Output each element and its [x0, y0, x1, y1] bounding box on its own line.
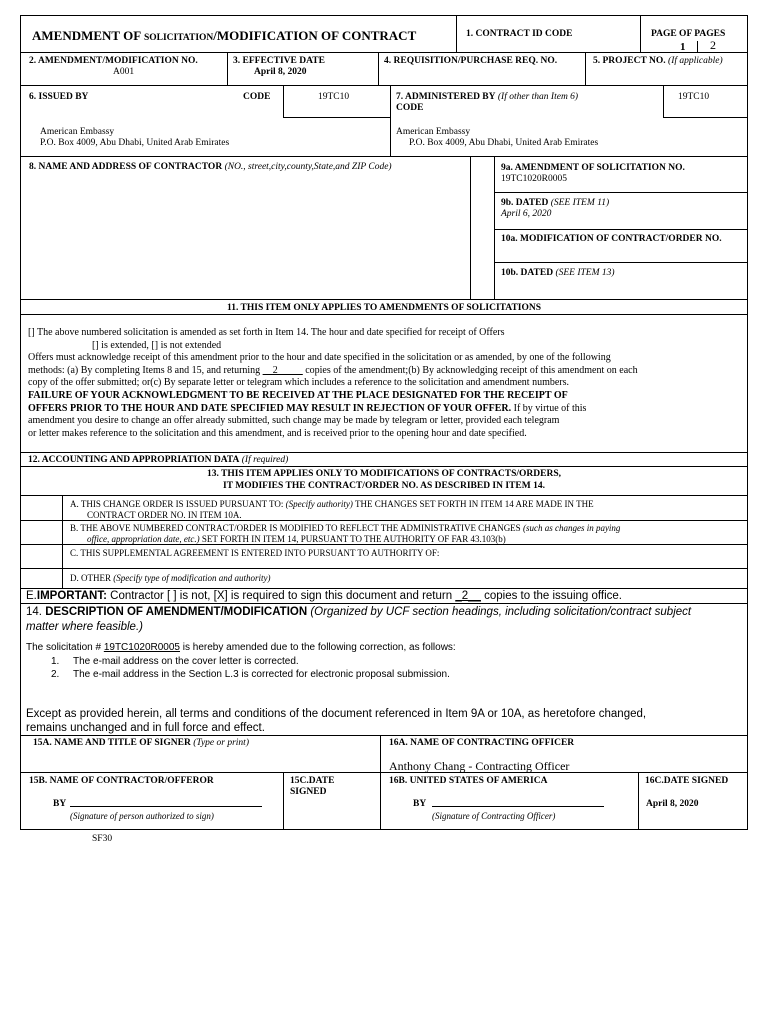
rule [20, 299, 748, 300]
issued-code-label: CODE [243, 92, 271, 102]
contract-id-label: 1. CONTRACT ID CODE [466, 29, 573, 39]
administered-by-label: 7. ADMINISTERED BY (If other than Item 6) [396, 92, 579, 102]
by-contractor-label: BY [53, 799, 67, 809]
list-item: 2. The e-mail address in the Section L.3 is corrected for electronic proposal submission. [51, 669, 450, 680]
issued-by-name: American Embassy [40, 127, 115, 137]
item-13c-text: C. THIS SUPPLEMENTAL AGREEMENT IS ENTERED INTO PURSUANT TO AUTHORITY OF: [70, 548, 440, 558]
item-14-note: matter where feasible.) [26, 621, 143, 633]
admin-code-value: 19TC10 [678, 92, 710, 102]
rule [494, 262, 748, 263]
item-13a-text-2: CONTRACT ORDER NO. IN ITEM 10A. [87, 510, 242, 520]
page-total: 2 [710, 38, 716, 52]
item-11-header: 11. THIS ITEM ONLY APPLIES TO AMENDMENTS OF SOLICITATIONS [226, 303, 542, 313]
officer-signature-caption: (Signature of Contracting Officer) [432, 811, 556, 821]
contracting-officer-name: Anthony Chang - Contracting Officer [389, 759, 570, 773]
amendment-no-value: A001 [113, 67, 135, 77]
admin-by-name: American Embassy [396, 127, 471, 137]
rule [470, 156, 471, 299]
rule [20, 52, 748, 53]
amendment-no-label: 2. AMENDMENT/MODIFICATION NO. [29, 56, 198, 66]
rule [283, 772, 284, 830]
solicitation-no-label: 9a. AMENDMENT OF SOLICITATION NO. [501, 163, 685, 173]
contracting-officer-label: 16A. NAME OF CONTRACTING OFFICER [389, 738, 575, 748]
rule [20, 156, 748, 157]
officer-signature-line [432, 806, 604, 807]
rule [20, 85, 748, 86]
contractor-signature-line [70, 806, 262, 807]
rule [494, 192, 748, 193]
rule [283, 85, 284, 117]
page-number: 1 [680, 41, 686, 53]
rule [585, 52, 586, 85]
except-clause: Except as provided herein, all terms and conditions of the document referenced in Item 9A or 10A, as heretofore changed, [26, 708, 647, 720]
date-signed-16c-value: April 8, 2020 [646, 799, 699, 809]
rule [638, 772, 639, 830]
contractor-signature-caption: (Signature of person authorized to sign) [70, 811, 214, 821]
rule [20, 314, 748, 315]
effective-date-label: 3. EFFECTIVE DATE [233, 56, 325, 66]
item-13b-text-2: office, appropriation date, etc.) SET FORTH IN ITEM 14, PURSUANT TO THE AUTHORITY OF FAR 43.103(b) [87, 534, 506, 544]
rule [283, 117, 390, 118]
accounting-data-label: 12. ACCOUNTING AND APPROPRIATION DATA (If required) [28, 455, 289, 465]
date-signed-15c-label-2: SIGNED [290, 787, 327, 797]
effective-date-value: April 8, 2020 [254, 67, 307, 77]
rule [227, 52, 228, 85]
rule [20, 568, 748, 569]
date-signed-15c-label: 15C.DATE [290, 776, 335, 786]
project-no-label: 5. PROJECT NO. (If applicable) [593, 56, 723, 66]
rule [663, 117, 748, 118]
except-clause-2: remains unchanged and in full force and effect. [26, 722, 265, 734]
important-notice: E.IMPORTANT: Contractor [ ] is not, [X] is required to sign this document and return _2__ copies to the issuing office. [26, 590, 622, 602]
date-signed-16c-label: 16C.DATE SIGNED [645, 776, 729, 786]
admin-code-label: CODE [396, 103, 424, 113]
usa-label: 16B. UNITED STATES OF AMERICA [389, 776, 548, 786]
page-separator [697, 41, 698, 52]
rule [456, 15, 457, 52]
correction-list [51, 655, 450, 681]
signer-name-label: 15A. NAME AND TITLE OF SIGNER (Type or print) [33, 738, 249, 748]
item-13d-text: D. OTHER (Specify type of modification and authority) [70, 573, 271, 583]
issued-by-address: P.O. Box 4009, Abu Dhabi, United Arab Emirates [40, 138, 230, 148]
page-label: PAGE OF PAGES [651, 29, 726, 39]
issued-by-label: 6. ISSUED BY [29, 92, 89, 102]
rule [640, 15, 641, 52]
rule [62, 495, 63, 588]
admin-by-address: P.O. Box 4009, Abu Dhabi, United Arab Emirates [409, 138, 599, 148]
contractor-offeror-label: 15B. NAME OF CONTRACTOR/OFFEROR [29, 776, 214, 786]
rule [380, 735, 381, 830]
dated-10b-label: 10b. DATED (SEE ITEM 13) [501, 268, 615, 278]
rule [378, 52, 379, 85]
item-14-title: 14. DESCRIPTION OF AMENDMENT/MODIFICATION (Organized by UCF section headings, including solicitation/contract subject [26, 606, 692, 618]
requisition-label: 4. REQUISITION/PURCHASE REQ. NO. [384, 56, 558, 66]
item-13-header: 13. THIS ITEM APPLIES ONLY TO MODIFICATIONS OF CONTRACTS/ORDERS, [206, 469, 562, 479]
modification-no-label: 10a. MODIFICATION OF CONTRACT/ORDER NO. [501, 234, 722, 244]
contractor-label: 8. NAME AND ADDRESS OF CONTRACTOR (NO., street,city,county,State,and ZIP Code) [29, 162, 392, 172]
list-item: 1. The e-mail address on the cover letter is corrected. [51, 656, 299, 667]
rule [494, 156, 495, 299]
by-officer-label: BY [413, 799, 427, 809]
rule [20, 466, 748, 467]
item-11-text: [] The above numbered solicitation is amended as set forth in Item 14. The hour and date specified for receipt of Offers [] is extended, [] is not extended Offers must acknowledge receipt of this amendment prior to the hour and date specified in the solicitation or as amended, by one of the following methods: (a) By completing Items 8 and 15, and returning __2_____ copies of the amendment;(b) By acknowledging receipt of this amendment on each copy of the offer submitted; or(c) By separate letter or telegram which includes a reference to the solicitation and amendment numbers. FAILURE OF YOUR ACKNOWLEDGMENT TO BE RECEIVED AT THE PLACE DESIGNATED FOR THE RECEIPT OF OFFERS PRIOR TO THE HOUR AND DATE SPECIFIED MAY RESULT IN REJECTION OF YOUR OFFER. If by virtue of this amendment you desire to change an offer already submitted, such change may be made by telegram or letter, provided each telegram or letter makes reference to the solicitation and this amendment, and is received prior to the opening hour and date specified. [28, 327, 638, 439]
item-13-subheader: IT MODIFIES THE CONTRACT/ORDER NO. AS DESCRIBED IN ITEM 14. [223, 481, 545, 491]
form-title: AMENDMENT OF SOLICITATION/MODIFICATION OF CONTRACT [32, 28, 417, 43]
dated-9b-label: 9b. DATED (SEE ITEM 11) [501, 198, 610, 208]
rule [20, 495, 748, 496]
rule [390, 85, 391, 156]
rule [20, 603, 748, 604]
item-13b-text: B. THE ABOVE NUMBERED CONTRACT/ORDER IS MODIFIED TO REFLECT THE ADMINISTRATIVE CHANGES (such as changes in paying [70, 523, 621, 533]
dated-9b-value: April 6, 2020 [501, 209, 552, 219]
item-13a-text: A. THIS CHANGE ORDER IS ISSUED PURSUANT TO: (Specify authority) THE CHANGES SET FORTH IN ITEM 14 ARE MADE IN THE [70, 499, 594, 509]
form-number: SF30 [92, 834, 113, 844]
rule [20, 452, 748, 453]
item-14-intro: The solicitation # 19TC1020R0005 is hereby amended due to the following correction, as follows: [26, 642, 456, 653]
rule [663, 85, 664, 117]
solicitation-no-value: 19TC1020R0005 [501, 174, 567, 184]
issued-code-value: 19TC10 [318, 92, 350, 102]
rule [494, 229, 748, 230]
